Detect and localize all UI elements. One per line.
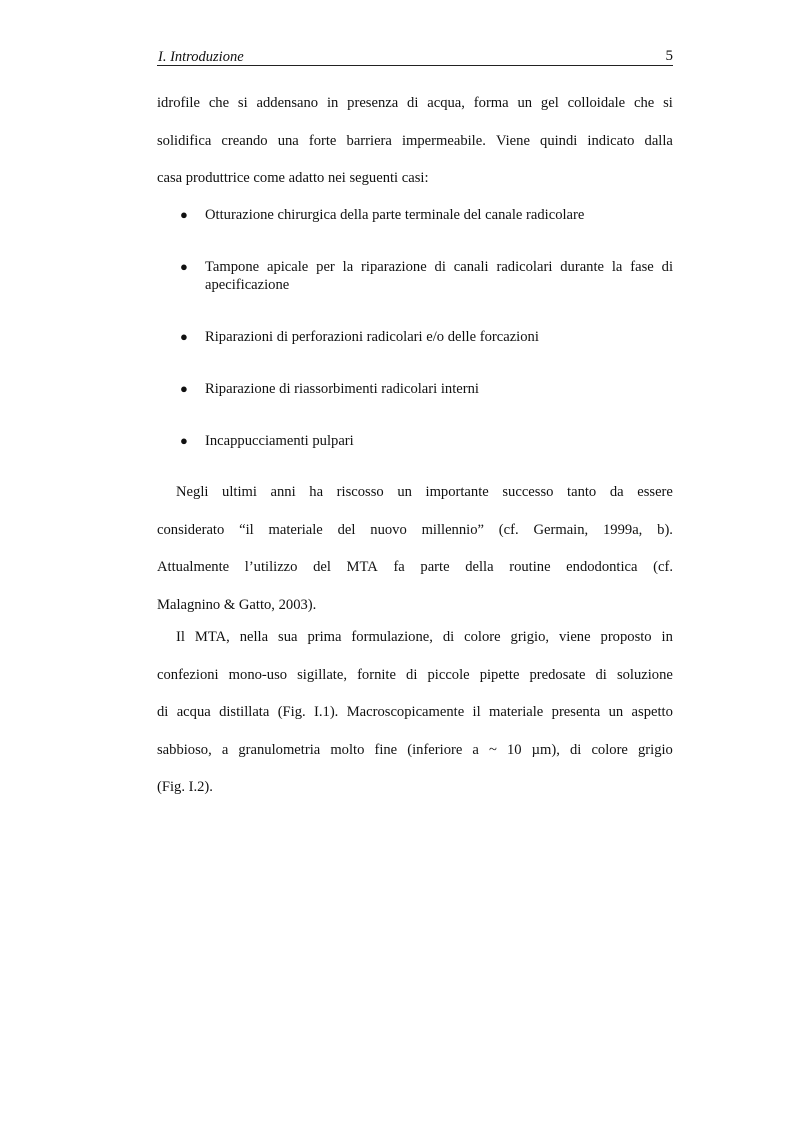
list-item-text: Incappucciamenti pulpari — [205, 433, 354, 449]
word: Il — [176, 629, 185, 645]
bullet-icon: ● — [180, 381, 188, 396]
word: essere — [637, 484, 673, 500]
paragraph-line: Malagnino & Gatto, 2003). — [157, 596, 317, 613]
bullet-icon: ● — [180, 259, 188, 274]
paragraph-3 — [157, 628, 673, 816]
word: sigillate, — [297, 666, 347, 683]
word: (cf. — [653, 559, 673, 575]
word: Macroscopicamente — [346, 704, 465, 720]
list-item-text: Otturazione chirurgica della parte terminale del canale radicolare — [205, 207, 585, 223]
word: di — [442, 629, 455, 645]
word: il — [472, 704, 481, 720]
word: forte — [308, 132, 337, 149]
paragraph-line — [157, 703, 673, 741]
word: Germain, — [533, 521, 589, 538]
word: MTA — [346, 559, 378, 575]
paragraph-1 — [157, 94, 673, 207]
bullet-icon: ● — [180, 207, 188, 222]
word: “il — [239, 521, 254, 538]
bullet-icon: ● — [180, 433, 188, 448]
list-item-text: Tampone apicale per la riparazione di canali radicolari durante la fase di apecificazione — [205, 259, 673, 293]
word: da — [609, 484, 624, 500]
word: un — [397, 484, 412, 500]
word: materiale — [489, 704, 544, 720]
word: soluzione — [616, 666, 673, 683]
word: tanto — [567, 484, 597, 500]
word: MTA, — [194, 629, 230, 645]
word: viene — [558, 629, 591, 645]
word: (cf. — [498, 521, 519, 538]
word: considerato — [157, 521, 225, 538]
paragraph-line: (Fig. I.2). — [157, 779, 213, 795]
word: solidifica — [157, 132, 212, 149]
word: mono-uso — [228, 666, 288, 683]
word: grigio — [637, 741, 673, 758]
word: quindi — [540, 132, 578, 149]
paragraph-line — [157, 628, 673, 666]
paragraph-line — [157, 94, 673, 132]
word: ha — [309, 484, 324, 500]
word: molto — [330, 741, 365, 758]
word: distillata — [219, 704, 270, 720]
word: gel — [540, 95, 559, 111]
word: predosate — [529, 666, 586, 683]
word: che — [634, 95, 655, 111]
paragraph-line — [157, 666, 673, 704]
word: dalla — [644, 132, 673, 149]
word: addensano — [256, 95, 319, 111]
word: 10 — [506, 741, 522, 758]
word: una — [277, 132, 299, 149]
word: (Fig. — [277, 704, 306, 720]
word: fornite — [357, 666, 396, 683]
word: millennio” — [421, 521, 484, 538]
word: prima — [307, 629, 342, 645]
paragraph-line — [157, 558, 673, 596]
word: di — [157, 704, 169, 720]
word: endodontica — [566, 559, 638, 575]
word: granulometria — [238, 741, 321, 758]
word: materiale — [268, 521, 323, 538]
running-header — [157, 47, 673, 66]
word: barriera — [346, 132, 392, 149]
word: successo — [502, 484, 554, 500]
word: grigio, — [510, 629, 550, 645]
word: di — [407, 95, 419, 111]
word: ~ — [488, 741, 497, 758]
paragraph-line — [157, 741, 673, 779]
word: fa — [393, 559, 405, 575]
word: di — [595, 666, 607, 683]
word: I.1). — [314, 704, 339, 720]
list-item — [157, 380, 673, 432]
list-item — [157, 432, 673, 462]
word: piccole — [427, 666, 470, 683]
word: Negli — [176, 484, 209, 500]
word: del — [337, 521, 356, 538]
page-number: 5 — [665, 48, 673, 64]
word: della — [465, 559, 494, 575]
word: in — [326, 95, 339, 111]
word: di — [570, 741, 582, 758]
word: si — [237, 95, 248, 111]
word: Viene — [495, 132, 530, 149]
word: aspetto — [631, 704, 673, 720]
word: un — [608, 704, 624, 720]
word: ultimi — [222, 484, 257, 500]
word: colore — [464, 629, 501, 645]
list-item — [157, 258, 673, 328]
bullet-list — [157, 206, 673, 462]
word: presenta — [551, 704, 601, 720]
word: indicato — [587, 132, 635, 149]
word: colloidale — [567, 95, 626, 111]
word: riscosso — [336, 484, 384, 500]
word: confezioni — [157, 666, 219, 683]
chapter-title: I. Introduzione — [158, 49, 244, 65]
paragraph-2 — [157, 483, 673, 633]
list-item — [157, 328, 673, 380]
word: sabbioso, — [157, 741, 212, 758]
word: a — [221, 741, 229, 758]
word: di — [406, 666, 418, 683]
word: µm), — [531, 741, 560, 758]
word: formulazione, — [351, 629, 433, 645]
paragraph-line — [157, 483, 673, 521]
word: presenza — [347, 95, 399, 111]
paragraph-line — [157, 132, 673, 170]
word: acqua — [176, 704, 211, 720]
word: 1999a, — [603, 521, 643, 538]
word: parte — [420, 559, 450, 575]
list-item-text: Riparazioni di perforazioni radicolari e/o delle forcazioni — [205, 329, 539, 345]
word: l’utilizzo — [244, 559, 298, 575]
bullet-icon: ● — [180, 329, 188, 344]
word: pipette — [479, 666, 520, 683]
word: importante — [425, 484, 489, 500]
word: proposto — [600, 629, 652, 645]
word: si — [663, 95, 673, 111]
word: Attualmente — [157, 559, 230, 575]
word: colore — [591, 741, 628, 758]
word: che — [208, 95, 230, 111]
word: (inferiore — [407, 741, 463, 758]
word: anni — [270, 484, 296, 500]
paragraph-line: casa produttrice come adatto nei seguenti casi: — [157, 170, 429, 186]
word: del — [313, 559, 331, 575]
word: forma — [473, 95, 509, 111]
word: nella — [239, 629, 269, 645]
word: in — [661, 629, 673, 645]
word: routine — [509, 559, 551, 575]
word: fine — [374, 741, 398, 758]
word: a — [472, 741, 479, 758]
word: impermeabile. — [401, 132, 486, 149]
list-item — [157, 206, 673, 258]
word: nuovo — [370, 521, 407, 538]
word: sua — [278, 629, 298, 645]
word: idrofile — [157, 95, 200, 111]
word: un — [517, 95, 533, 111]
paragraph-line — [157, 521, 673, 559]
word: creando — [221, 132, 268, 149]
word: b). — [657, 521, 673, 538]
list-item-text: Riparazione di riassorbimenti radicolari interni — [205, 381, 479, 397]
word: acqua, — [427, 95, 465, 111]
